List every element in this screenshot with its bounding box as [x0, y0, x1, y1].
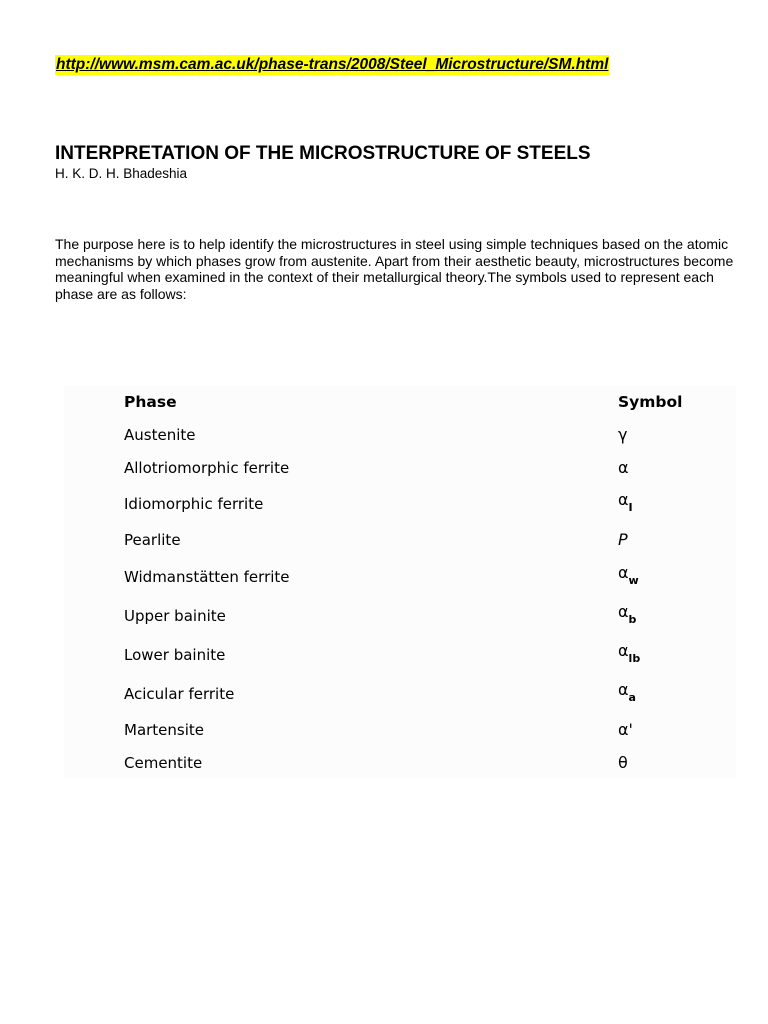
symbol-base: γ [618, 425, 628, 444]
symbol-subscript: b [628, 613, 637, 626]
symbol-base: θ [618, 753, 628, 772]
symbol-base: α [618, 641, 629, 660]
phase-name: Lower bainite [124, 646, 226, 664]
symbol-base: α [618, 680, 629, 699]
phase-name: Austenite [124, 426, 196, 444]
symbol-subscript: I [628, 501, 633, 514]
phase-name: Cementite [124, 754, 203, 772]
phase-name: Idiomorphic ferrite [124, 495, 264, 513]
phase-name: Allotriomorphic ferrite [124, 459, 290, 477]
phase-symbol [618, 680, 636, 702]
symbol-column-header: Symbol [618, 393, 683, 411]
phase-symbol [618, 490, 633, 512]
phase-name: Martensite [124, 721, 205, 739]
symbol-subscript: w [628, 574, 639, 587]
phase-symbol [618, 563, 639, 585]
phase-symbol [618, 602, 636, 624]
symbol-base: α [618, 563, 629, 582]
author-name: H. K. D. H. Bhadeshia [55, 166, 188, 181]
phase-symbol [618, 720, 633, 740]
phase-symbol [618, 753, 628, 773]
page-title: INTERPRETATION OF THE MICROSTRUCTURE OF STEELS [55, 143, 591, 164]
intro-paragraph: The purpose here is to help identify the microstructures in steel using simple techniques based on the atomic mechanisms by which phases grow from austenite. Apart from their aesthetic beauty, microstructures become meaningful when examined in the context of their metallurgical theory.The symbols used to represent each phase are as follows: [55, 236, 734, 302]
phase-symbol [618, 458, 629, 478]
phase-name: Pearlite [124, 531, 181, 549]
symbol-base: α [618, 490, 629, 509]
phase-symbol-table [64, 386, 736, 778]
phase-name: Acicular ferrite [124, 685, 235, 703]
symbol-base: α [618, 602, 629, 621]
phase-column-header: Phase [124, 393, 177, 411]
phase-symbol [618, 641, 640, 663]
phase-symbol [618, 530, 628, 550]
phase-symbol [618, 425, 627, 445]
symbol-base: P [618, 530, 628, 549]
phase-name: Widmanstätten ferrite [124, 568, 290, 586]
phase-name: Upper bainite [124, 607, 226, 625]
symbol-subscript: a [628, 691, 636, 704]
symbol-base: α [618, 458, 629, 477]
symbol-base: α' [618, 720, 633, 739]
source-url-link[interactable]: http://www.msm.cam.ac.uk/phase-trans/2008/Steel_Microstructure/SM.html [56, 56, 609, 73]
symbol-subscript: lb [628, 652, 641, 665]
